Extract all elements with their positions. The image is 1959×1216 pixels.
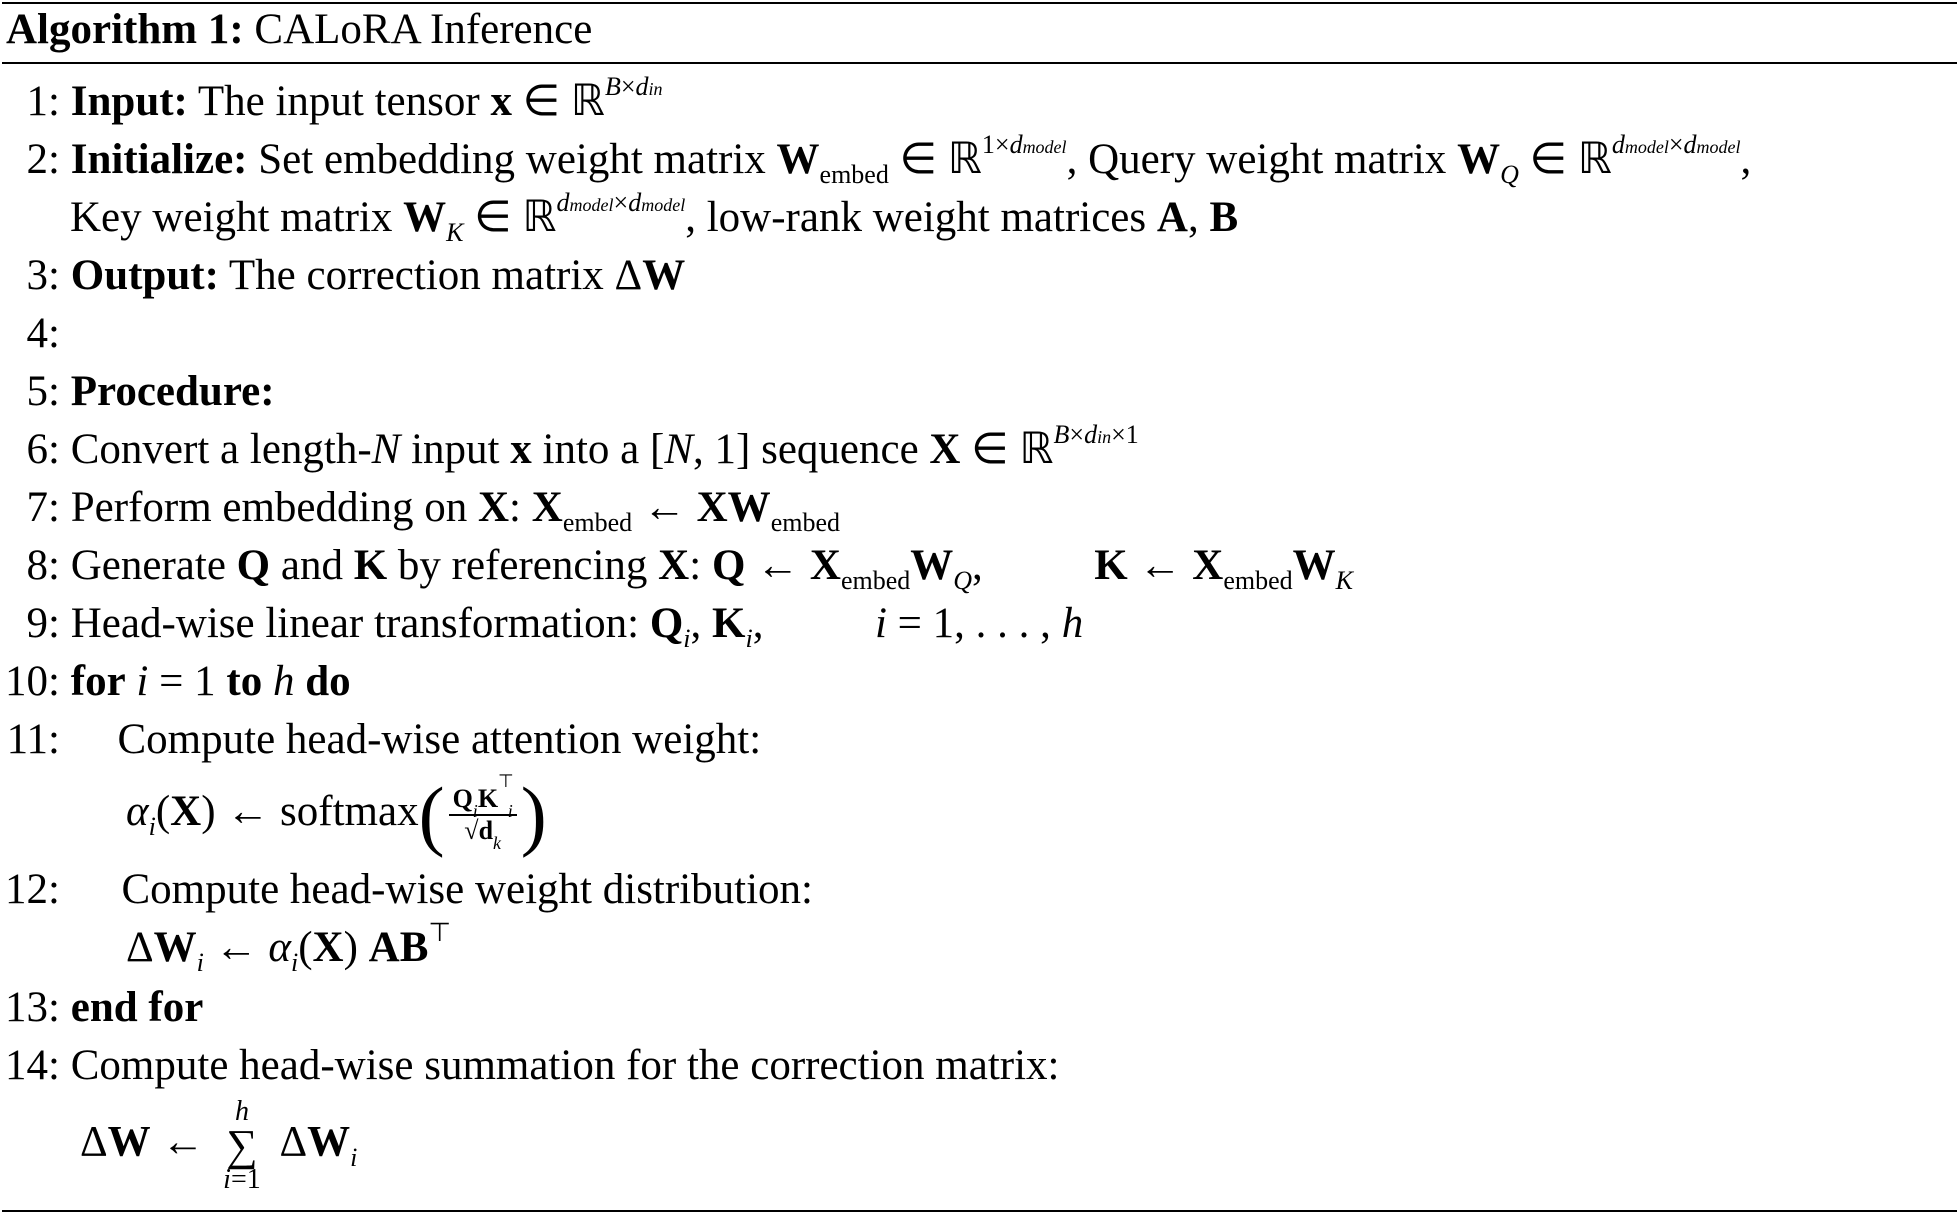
line-text: , [1740,136,1752,183]
line-9: 9: Head-wise linear transformation: $Q_i$, $K_i$, i = 1, . . . , h [0,602,1083,645]
line-1: 1: Input: The input tensor x ∈ ℝ$^{B\times din}$ [0,80,663,123]
algorithm-name: CALoRA Inference [254,6,593,53]
line-number: 3: [26,252,60,299]
line-text: Key weight matrix [70,194,393,241]
line-text: into a [542,426,640,473]
line-14 [0,1044,1059,1087]
summation-formula: ΔW ← h ∑ i=1 $\Delta W_i$ [80,1096,358,1195]
line-4 [0,312,60,355]
line-text: Generate [70,542,226,589]
line-text: = 1 [159,658,216,705]
line-6: 6: Convert a length-N input x into a [N, 1] sequence X ∈ ℝ$^{B\times din\times 1}$ [0,428,1139,471]
algorithm-label: Algorithm 1: [6,6,244,53]
keyword-input: Input: [70,78,188,125]
line-11 [0,718,761,761]
line-text: input [411,426,500,473]
bottom-rule [2,1210,1957,1212]
header-rule [2,62,1957,64]
algorithm-title [6,5,592,54]
line-text: Head-wise linear transformation: [70,600,640,647]
keyword-for: for [70,658,126,705]
line-text: The correction matrix [228,252,604,299]
line-number: 11: [6,716,60,763]
line-8: 8: Generate Q and K by referencing X: Q ← $X_{embed}W_Q$, K ← $X_{embed}W_K$ [0,544,1353,587]
line-number: 8: [26,542,60,589]
line-number: 9: [26,600,60,647]
line-2-cont: Key weight matrix $W_K$ ∈ ℝ$^{dmodel\times dmodel}$, low-rank weight matrices A, B [70,188,1239,247]
line-text: and [280,542,343,589]
line-text: Compute head-wise attention weight: [117,716,762,763]
line-text: Convert a length- [70,426,372,473]
line-text: Compute head-wise weight distribution: [121,866,813,913]
line-10: 10: for i = 1 to h do [0,660,351,703]
line-3: 3: Output: The correction matrix ΔW [0,254,685,297]
line-number: 2: [26,136,60,183]
line-text: , Query weight matrix [1066,136,1447,183]
line-number: 14: [5,1042,60,1089]
line-number: 5: [26,368,60,415]
line-12 [0,868,813,911]
line-number: 12: [5,866,60,913]
line-number: 4: [26,310,60,357]
keyword-to: to [226,658,263,705]
line-number: 6: [26,426,60,473]
keyword-procedure: Procedure: [70,368,275,415]
line-text: Set embedding weight matrix [258,136,766,183]
line-7: 7: Perform embedding on X: $X_{embed}$ ← $XW_{embed}$ [0,486,840,529]
keyword-end-for: end for [70,984,204,1031]
line-2: 2: Initialize: Set embedding weight matrix $W_{embed}$ ∈ ℝ$^{1\times dmodel}$, Query weight matrix $W_Q$ ∈ ℝ$^{dmodel\times dmodel}$, [0,138,1751,181]
line-text: sequence [761,426,919,473]
line-text: = 1, . . . , [897,600,1051,647]
line-number: 1: [26,78,60,125]
line-number: 13: [5,984,60,1031]
line-text: Compute head-wise summation for the correction matrix: [70,1042,1060,1089]
line-text: , low-rank weight matrices [685,194,1147,241]
line-text: The input tensor [197,78,480,125]
line-text: Perform embedding on [70,484,468,531]
summation-operator: h ∑ i=1 [223,1096,261,1195]
line-13 [0,986,203,1029]
keyword-do: do [305,658,351,705]
attention-formula: $\alpha_i(X)$ ← softmax( $\frac{Q_iK^⊤_i}{√d_k}$ ) [126,771,547,858]
keyword-initialize: Initialize: [70,136,248,183]
top-rule [2,2,1957,4]
weight-distribution-formula: $\Delta W_i$ ← $\alpha_i(X)$ AB⊤ [126,918,452,977]
line-number: 10: [5,658,60,705]
line-number: 7: [26,484,60,531]
line-5 [0,370,275,413]
attention-fraction: $\frac{Q_iK^⊤_i}{√d_k}$ [449,786,517,844]
line-text: by referencing [397,542,648,589]
softmax-label: softmax [280,787,419,835]
keyword-output: Output: [70,252,219,299]
